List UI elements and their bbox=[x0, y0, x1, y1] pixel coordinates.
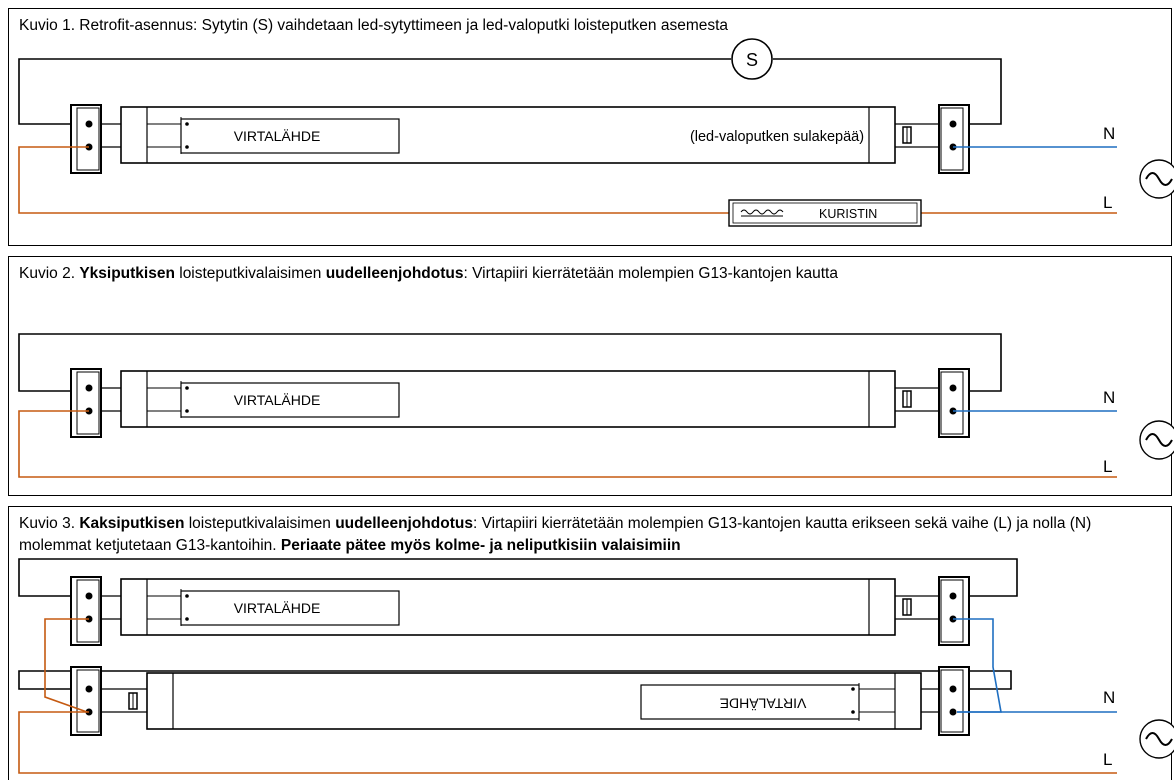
neutral-label: N bbox=[1103, 388, 1116, 407]
caption-bold-1: Yksiputkisen bbox=[79, 265, 175, 282]
caption-text-1: loisteputkivalaisimen bbox=[184, 515, 336, 532]
ballast bbox=[729, 200, 921, 226]
g13-holder-bottom-left bbox=[71, 667, 121, 735]
g13-holder-bottom-right bbox=[939, 667, 969, 735]
g13-holder-right bbox=[915, 369, 969, 437]
caption-bold-2: uudelleenjohdotus bbox=[335, 515, 473, 532]
figure-1-diagram bbox=[9, 9, 1173, 247]
ac-source-icon bbox=[1140, 720, 1174, 758]
driver-label-top: VIRTALÄHDE bbox=[233, 600, 321, 616]
driver-label: VIRTALÄHDE bbox=[233, 128, 321, 144]
fuse-end-label: (led-valoputken sulakepää) bbox=[689, 129, 865, 145]
caption-bold-3: Periaate pätee myös kolme- ja neliputkisiin valaisimiin bbox=[280, 537, 681, 554]
g13-holder-left bbox=[71, 369, 121, 437]
g13-holder-top-right bbox=[915, 577, 969, 645]
neutral-label: N bbox=[1103, 124, 1116, 143]
neutral-label: N bbox=[1103, 688, 1116, 707]
driver-label: VIRTALÄHDE bbox=[233, 392, 321, 408]
caption-prefix: Kuvio 2. bbox=[19, 265, 80, 282]
starter-label: S bbox=[745, 50, 759, 70]
led-tube bbox=[121, 371, 915, 427]
g13-holder-right bbox=[915, 105, 969, 173]
driver-label-bottom: VIRTALÄHDE bbox=[719, 695, 807, 712]
ac-source-icon bbox=[1140, 160, 1174, 198]
live-label: L bbox=[1103, 193, 1113, 212]
ballast-label: KURISTIN bbox=[819, 207, 878, 221]
led-tube bbox=[121, 107, 915, 163]
figure-3-diagram bbox=[9, 507, 1173, 781]
led-tube-top bbox=[121, 579, 915, 635]
caption-prefix: Kuvio 3. bbox=[19, 515, 80, 532]
g13-holder-left bbox=[71, 105, 121, 173]
figure-2-diagram bbox=[9, 257, 1173, 497]
figure-1-caption: Kuvio 1. Retrofit-asennus: Sytytin (S) vaihdetaan led-sytyttimeen ja led-valoputki loisteputken asemesta bbox=[19, 17, 729, 34]
caption-bold-1: Kaksiputkisen bbox=[79, 515, 185, 532]
figure-3-panel bbox=[8, 506, 1172, 780]
figure-1-panel bbox=[8, 8, 1172, 246]
live-label: L bbox=[1103, 457, 1113, 476]
figure-2-panel bbox=[8, 256, 1172, 496]
caption-text-2: : Virtapiiri kierrätetään molempien G13-kantojen kautta erikseen sekä vaihe (L) ja nolla (N) molemmat ketjutetaan G13-kantoihin. bbox=[19, 515, 1092, 554]
led-tube-bottom bbox=[121, 673, 939, 729]
live-label: L bbox=[1103, 750, 1113, 769]
caption-text-2: : Virtapiiri kierrätetään molempien G13-kantojen kautta bbox=[463, 265, 838, 282]
caption-bold-2: uudelleenjohdotus bbox=[325, 265, 464, 282]
g13-holder-top-left bbox=[71, 577, 121, 645]
caption-text-1: loisteputkivalaisimen bbox=[174, 265, 326, 282]
ac-source-icon bbox=[1140, 421, 1174, 459]
